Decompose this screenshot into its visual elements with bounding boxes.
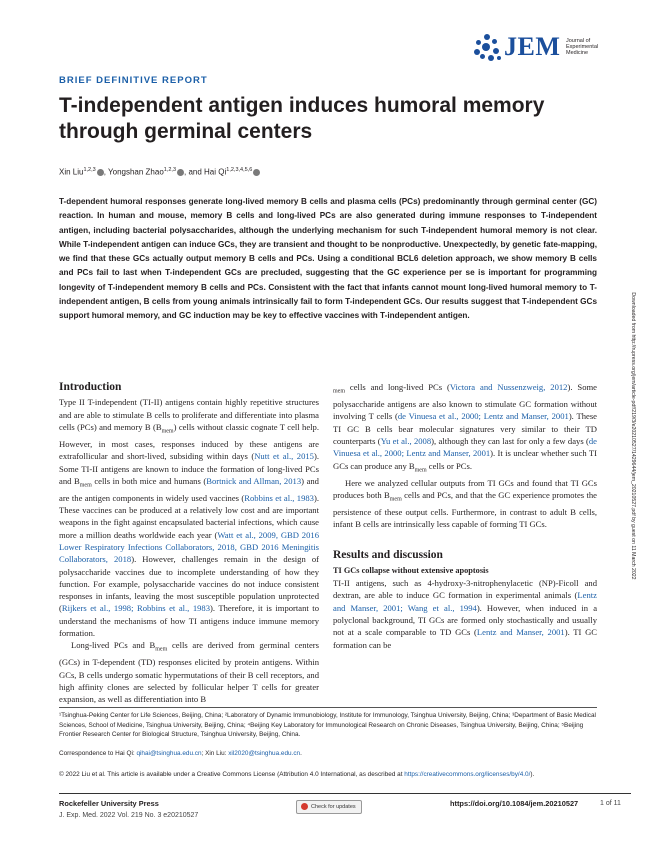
subsection-heading: TI GCs collapse without extensive apoptosis [333,565,489,575]
abstract: T-dependent humoral responses generate long-lived memory B cells and plasma cells (PCs) predominantly through germinal center (GC) reaction. In human and mouse, memory B cells and long-lived PCs are also generated during immune responses to T-independent antigen, including bacterial polysaccharides, although the underlying mechanism for such T-independent humoral memory is not clear. While T-independent antigen can induce GCs, they are transient and thought to be nonproductive. Unexpectedly, by genetic fate-mapping, we find that these GCs actually output memory B cells and PCs. Using a conditional BCL6 deletion approach, we show memory B cells and PCs fail to last when T-independent GCs are precluded, suggesting that the GC experience per se is important for programming longevity of T-independent memory B cells and PCs. Consistent with the fact that infants cannot mount long-lived humoral memory to T-independent antigen, B cells from young animals intrinsically fail to form T-independent GCs. Our results suggest that T-independent GCs support humoral memory, and GC induction may be key to effective vaccines with T-independent antigen. [59,197,597,321]
citation-link[interactable]: Watt et al., 2009, GBD 2016 Lower Respiratory Infections Collaborators, 2018, GBD 2016 Meningitis Collaborators, 2018 [59,529,319,565]
correspondence: Correspondence to Hai Qi: qihai@tsinghua.edu.cn; Xin Liu: xil2020@tsinghua.edu.cn. [59,750,302,757]
author-name: Hai Qi [204,167,227,177]
paragraph: TI-II antigens, such as 4-hydroxy-3-nitrophenylacetic (NP)-Ficoll and dextran, are able to induce GC formation in experimental animals (Lentz and Manser, 2001; Wang et al., 1994). However, when induced in a polyclonal background, TI GCs are formed only stochastically and usually not at a scale comparable to TD GCs (Lentz and Manser, 2001). TI GC formation can be [333,578,598,650]
divider [59,707,597,708]
column-right [333,381,597,651]
author-name: Xin Liu [59,167,84,177]
affiliations: ¹Tsinghua-Peking Center for Life Sciences, Beijing, China; ²Laboratory of Dynamic Immunobiology, Institute for Immunology, Tsinghua University, Beijing, China; ³Department of Basic Medical Sciences, School of Medicine, Tsinghua University, Beijing, China; ⁴Beijing Key Laboratory for Immunological Research on Chronic Diseases, Tsinghua University, Beijing, China; ⁵Beijing Frontier Research Center for Biological Structure, Tsinghua University, Beijing, China. [59,712,596,739]
author-list: Xin Liu$^{1,2,3}$ , Yongshan Zhao$^{1,2,3}$ , and Hai Qi$^{1,2,3,4,5,6}$ [59,167,260,177]
email-link[interactable]: qihai@tsinghua.edu.cn [136,750,202,757]
section-heading: Introduction [59,381,122,393]
license: © 2022 Liu et al. This article is available under a Creative Commons License (Attribution 4.0 International, as described at https://creativecommons.org/licenses/by/4.0/). [59,771,535,778]
paragraph: Long-lived PCs and $B_{mem}$ cells are derived from germinal centers (GCs) in T-dependent (TD) responses elicited by protein antigens. Within GCs, B cells undergo somatic hypermutations of their B cell receptors, and high affinity clones are selected by follicular helper T cells for greater expansion, as well as differentiation into B [59,640,319,705]
paragraph: Here we analyzed cellular outputs from TI GCs and found that TI GCs produces both $B_{mem}$ cells and PCs, and that the GC experience promotes the persistence of these output cells. Furthermore, in contrast to adult B cells, infant B cells are intrinsically less capable of forming TI GCs. [333,477,597,530]
author-name: Yongshan Zhao [108,167,164,177]
journal-logo [474,30,624,70]
citation-link[interactable]: Victora and Nussenzweig, 2012 [449,382,568,392]
citation-link[interactable]: Rijkers et al., 1998; Robbins et al., 1983 [61,603,211,614]
paragraph: $_{mem}$ cells and long-lived PCs (Victora and Nussenzweig, 2012). Some polysaccharide antigens are also known to stimulate GC formation without involving T cells (de Vinuesa et al., 2000; Lentz and Manser, 2001). These TI GC B cells bear molecular signatures very similar to their TD counterparts (Yu et al., 2008), although they can last for only a few days (de Vinuesa et al., 2000; Lentz and Manser, 2001). It is unclear whether such TI GCs can produce any $B_{mem}$ cells or PCs. [333,382,598,474]
journal-subtitle: Journal of Experimental Medicine [566,38,599,57]
doi-link[interactable]: https://doi.org/10.1084/jem.20210527 [450,799,579,808]
column-left [59,381,319,706]
journal-name: JEM [504,32,561,61]
article-title: T-independent antigen induces humoral memory through germinal centers [59,94,545,143]
page-number: 1 of 11 [600,800,621,807]
check-for-updates-button[interactable]: Check for updates [296,800,362,814]
citation-link[interactable]: Nutt et al., 2015 [254,451,314,462]
orcid-icon[interactable] [177,169,184,176]
publisher: Rockefeller University Press [59,799,159,808]
license-link[interactable]: https://creativecommons.org/licenses/by/4.0/ [404,771,531,778]
citation-info: J. Exp. Med. 2022 Vol. 219 No. 3 e20210527 [59,812,199,819]
article-category: BRIEF DEFINITIVE REPORT [59,75,208,86]
citation-link[interactable]: Lentz and Manser, 2001 [476,627,565,638]
section-heading: Results and discussion [333,549,443,562]
citation-link[interactable]: Robbins et al., 1983 [244,492,314,503]
citation-link[interactable]: Bortnick and Allman, 2013 [206,475,302,486]
orcid-icon[interactable] [253,169,260,176]
email-link[interactable]: xil2020@tsinghua.edu.cn [228,750,301,757]
jem-logo-icon [474,34,504,64]
paragraph: Type II T-independent (TI-II) antigens contain highly repetitive structures and are able to stimulate B cells to proliferate and differentiate into plasma cells (PCs) and memory B $(B_{mem})$ cells without classic cognate T cell help. However, in most cases, responses induced by these antigens are extrafollicular and short-lived, subsiding within days (Nutt et al., 2015). Some TI-II antigens are known to induce the formation of long-lived PCs and $B_{mem}$ cells in both mice and humans (Bortnick and Allman, 2013) and are the antigen components in widely used vaccines (Robbins et al., 1983). These vaccines can be produced at a relatively low cost and are important weapons in the fight against encapsulated bacterial infections, which cause more a million deaths worldwide each year (Watt et al., 2009, GBD 2016 Lower Respiratory Infections Collaborators, 2018, GBD 2016 Meningitis Collaborators, 2018). However, challenges remain in the design of polysaccharide vaccines due to incomplete understanding of how they function. For example, polysaccharide vaccines do not induce consistent responses in infants, leaving the most susceptible population unprotected (Rijkers et al., 1998; Robbins et al., 1983). Therefore, it is important to understand the mechanisms of how TI antigens induce immune memory formation. [59,397,319,639]
update-icon [301,803,308,810]
orcid-icon[interactable] [97,169,104,176]
citation-link[interactable]: de Vinuesa et al., 2000; Lentz and Manser, 2001 [397,411,569,422]
download-note: Downloaded from http://rupress.org/jem/article-pdf/219/3/e20210527/1429644/jem_20210527.pdf by guest on 11 March 2022 [630,292,636,580]
citation-link[interactable]: Lentz and Manser, 2001; Wang et al., 1994 [333,590,597,613]
divider [59,793,631,794]
citation-link[interactable]: de Vinuesa et al., 2000; Lentz and Manser, 2001 [333,435,597,459]
citation-link[interactable]: Yu et al., 2008 [380,435,432,446]
